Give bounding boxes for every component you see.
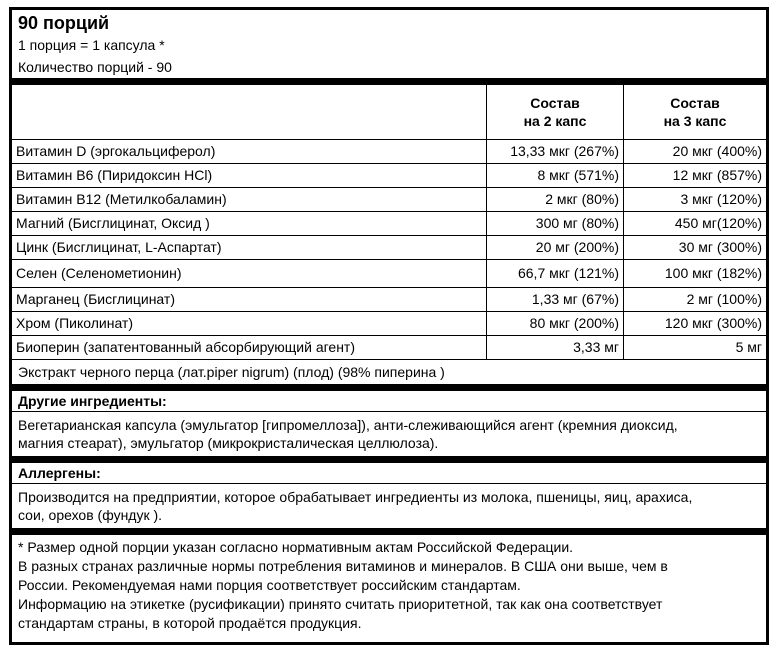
amount-3-caps: 120 мкг (300%) [624,312,767,336]
nutrient-name: Витамин В6 (Пиридоксин HCl) [12,164,487,188]
amount-2-caps: 3,33 мг [487,336,624,360]
amount-3-caps: 30 мг (300%) [624,236,767,260]
nutrient-name: Селен (Селенометионин) [12,260,487,288]
amount-2-caps: 20 мг (200%) [487,236,624,260]
nutrient-name: Биоперин (запатентованный абсорбирующий агент) [12,336,487,360]
servings-title: 90 порций [18,13,110,33]
footnote-line: В разных странах различные нормы потребления витаминов и минералов. В США они выше, чем в [18,558,668,574]
table-row [12,164,766,188]
amount-2-caps: 1,33 мг (67%) [487,288,624,312]
other-ingredients-heading: Другие ингредиенты: [18,393,167,409]
amount-2-caps: 2 мкг (80%) [487,188,624,212]
thick-divider [12,528,766,535]
footnote-line: Информацию на этикетке (русификации) принято считать приоритетной, так как она соответствует [18,596,663,612]
allergens-heading: Аллергены: [18,465,101,481]
amount-2-caps: 300 мг (80%) [487,212,624,236]
amount-3-caps: 5 мг [624,336,767,360]
amount-3-caps: 20 мкг (400%) [624,140,767,164]
extract-row: Экстракт черного перца (лат.piper nigrum) (плод) (98% пиперина ) [18,364,445,380]
amount-2-caps: 66,7 мкг (121%) [487,260,624,288]
header-empty-cell [12,85,487,140]
allergens-text: Производится на предприятии, которое обрабатывает ингредиенты из молока, пшеницы, яиц, арахиса, сои, орехов (фундук ). [18,489,693,523]
amount-2-caps: 13,33 мкг (267%) [487,140,624,164]
nutrient-name: Витамин В12 (Метилкобаламин) [12,188,487,212]
thick-divider [12,384,766,391]
servings-count: Количество порций - 90 [18,59,172,75]
nutrient-name: Марганец (Бисглицинат) [12,288,487,312]
col2-header: Состав на 2 капс [487,85,624,140]
footnote-line: стандартам страны, в которой продаётся продукция. [18,615,362,631]
table-row [12,260,766,288]
amount-2-caps: 80 мкг (200%) [487,312,624,336]
thick-divider [12,78,766,85]
table-header-row [12,85,766,140]
table-row [12,140,766,164]
amount-2-caps: 8 мкг (571%) [487,164,624,188]
other-ingredients-text: Вегетарианская капсула (эмульгатор [гипромеллоза]), анти-слеживающийся агент (кремния диоксид, магния стеарат), эмульгатор (микрокристалическая целлюлоза). [18,417,678,451]
footnote-line: * Размер одной порции указан согласно нормативным актам Российской Федерации. [18,539,574,555]
amount-3-caps: 450 мг(120%) [624,212,767,236]
panel-header [12,10,766,78]
amount-3-caps: 3 мкг (120%) [624,188,767,212]
table-row [12,236,766,260]
nutrient-name: Витамин D (эргокальциферол) [12,140,487,164]
table-row [12,188,766,212]
supplement-facts-panel [9,7,769,645]
amount-3-caps: 12 мкг (857%) [624,164,767,188]
table-row [12,312,766,336]
amount-3-caps: 2 мг (100%) [624,288,767,312]
nutrient-name: Цинк (Бисглицинат, L-Аспартат) [12,236,487,260]
table-row [12,212,766,236]
nutrient-table [12,85,766,359]
col3-header: Состав на 3 капс [624,85,767,140]
thick-divider [12,456,766,463]
amount-3-caps: 100 мкг (182%) [624,260,767,288]
footnote-line: России. Рекомендуемая нами порция соответствует российским стандартам. [18,577,521,593]
nutrient-name: Магний (Бисглицинат, Оксид ) [12,212,487,236]
table-row [12,336,766,360]
table-row [12,288,766,312]
serving-size: 1 порция = 1 капсула * [18,37,165,53]
nutrient-name: Хром (Пиколинат) [12,312,487,336]
footnotes [12,535,766,633]
